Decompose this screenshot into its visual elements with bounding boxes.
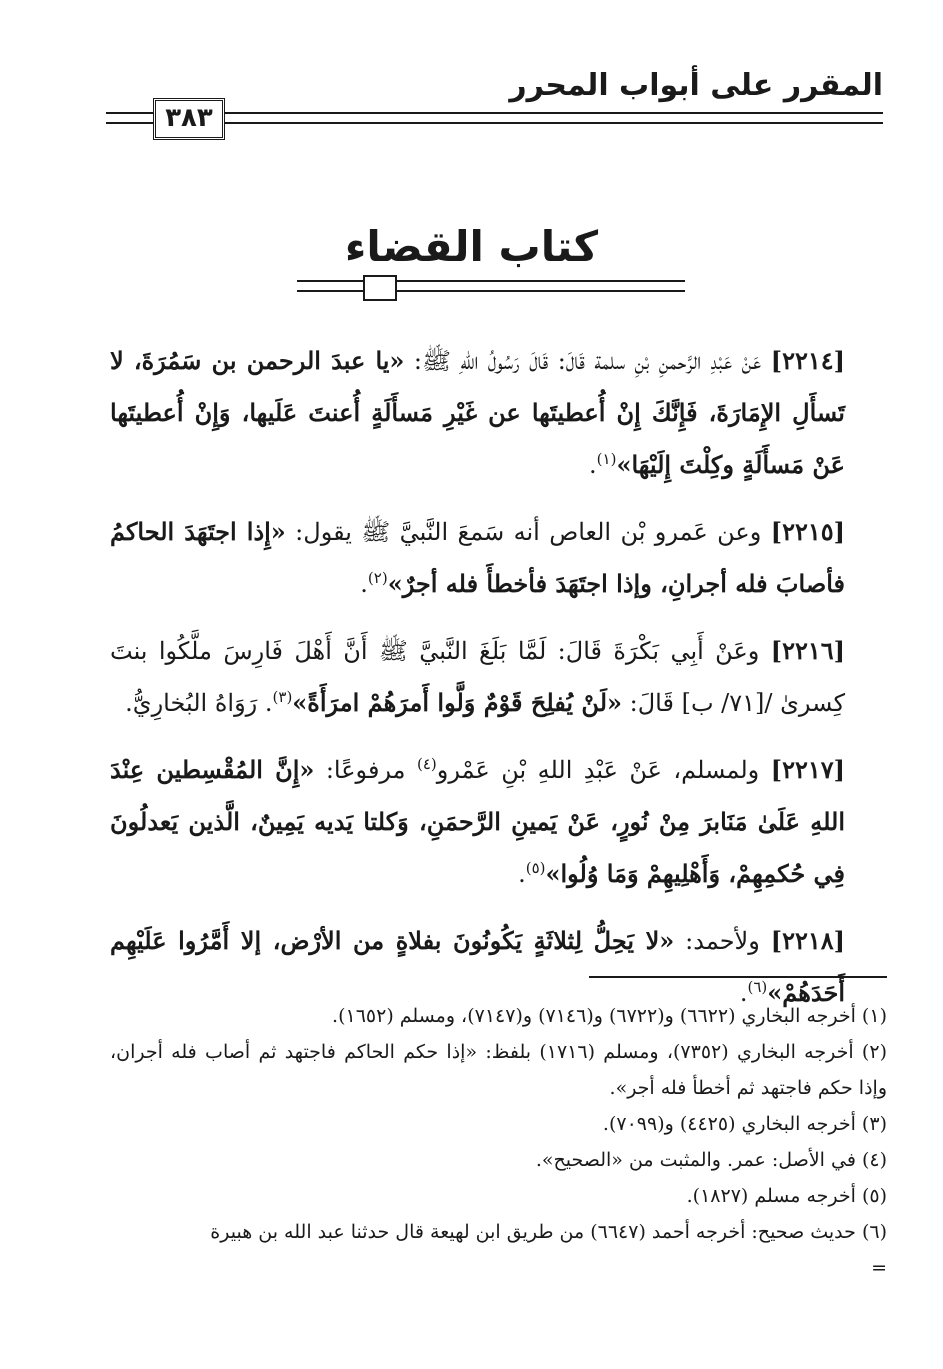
footnote-2: (٢) أخرجه البخاري (٧٣٥٢)، ومسلم (١٧١٦) بلفظ: «إذا حكم الحاكم فاجتهد ثم أصاب فله أجران، وإذا حكم فاجتهد ثم أخطأ فله أجر». [110,1041,887,1099]
hadith-number: [٢٢١٤] [770,346,845,375]
hadith-quote: «يا عبدَ الرحمن بن سَمُرَةَ، لا تَسأَلِ الإِمَارَةَ، فَإِنَّكَ إِنْ أُعطيتَها عن غَيْرِ مَسأَلَةٍ أُعنتَ عَلَيها، وَإِنْ أُعطيتَها عَنْ مَسأَلَةٍ وكِلْتَ إِلَيْهَا» [110,346,845,479]
hadith-quote: «إِنَّ المُقْسِطين عِنْدَ اللهِ عَلَىٰ مَنَابرَ مِنْ نُورٍ، عَنْ يَمينِ الرَّحمَنِ، وَكلتا يَديه يَمِينٌ، الَّذين يَعدلُونَ فِي حُكمِهِمْ، وَأَهْلِيهِمْ وَمَا وُلُوا» [110,755,845,888]
footnote-ref: (٤) [416,755,437,773]
hadith-end: . [739,979,748,1007]
ornament-rule-bottom [297,290,685,292]
footnote-3: (٣) أخرجه البخاري (٤٤٢٥) و(٧٠٩٩). [602,1113,887,1135]
hadith-end: . [518,860,526,888]
hadith-text: عَنْ عَبْدِ الرَّحمنِ بْنِ سلمة قَالَ: قَالَ رَسُولُ اللهِ ﷺ: [404,347,771,375]
ornament-box [363,275,397,301]
ornament-rule-top [297,280,685,282]
footnote-ref: (٦) [747,978,768,996]
hadith-end: . رَوَاهُ البُخارِيُّ. [125,689,273,717]
footnote-ref: (٥) [525,859,546,877]
hadith-quote: «لا يَحِلُّ لِثلاثَةٍ يَكُونُونَ بفلاةٍ من الأرْض، إلا أَمَّرُوا عَلَيْهِم أَحَدَهُمْ» [110,926,845,1007]
hadith-text: ولمسلم، عَنْ عَبْدِ اللهِ بْنِ عَمْرو [436,756,771,784]
footnotes [110,998,887,1286]
hadith-quote: «لَنْ يُفلِحَ قَوْمٌ وَلَّوا أَمرَهُمْ امرَأَةً» [292,688,623,717]
hadith-text: ولأحمد: [674,927,771,955]
footnote-4: (٤) في الأصل: عمر. والمثبت من «الصحيح». [535,1149,887,1171]
body-text [110,335,845,1034]
hadith-number: [٢٢١٦] [770,636,845,665]
hadith-text: وعن عَمرو بْن العاص أنه سَمعَ النَّبيَّ ﷺ يقول: [285,518,771,546]
running-title: المقرر على أبواب المحرر [509,68,883,103]
footnote-continuation-mark: = [871,1257,887,1279]
hadith-end: . [589,451,597,479]
chapter-title: كتاب القضاء [344,222,599,271]
footnote-ref: (٢) [367,569,388,587]
hadith-2216 [110,625,845,729]
footnote-1: (١) أخرجه البخاري (٦٦٢٢) و(٦٧٢٢) و(٧١٤٦) و(٧١٤٧)، ومسلم (١٦٥٢). [332,1005,887,1027]
hadith-text: وعَنْ أَبِي بَكْرَةَ قَالَ: لَمَّا بَلَغَ النَّبيَّ ﷺ أَنَّ أَهْلَ فَارِسَ ملَّكُوا بنتَ كِسرىٰ /[٧١/ ب] قَالَ: [110,637,845,717]
footnote-ref: (٣) [272,688,293,706]
footnote-ref: (١) [596,450,617,468]
hadith-2214 [110,335,845,491]
hadith-2215 [110,506,845,610]
footnote-6: (٦) حديث صحيح: أخرجه أحمد (٦٦٤٧) من طريق ابن لهيعة قال حدثنا عبد الله بن هبيرة [210,1221,887,1243]
hadith-number: [٢٢١٨] [770,926,845,955]
hadith-end: . [360,570,368,598]
hadith-2217 [110,744,845,900]
hadith-quote: «إِذا اجتَهَدَ الحاكمُ فأصابَ فله أجرانِ، وإذا اجتَهَدَ فأخطأَ فله أجرٌ» [110,517,845,598]
page-number: ٣٨٣ [153,98,225,140]
hadith-number: [٢٢١٥] [770,517,845,546]
hadith-text: مرفوعًا: [314,756,417,784]
hadith-number: [٢٢١٧] [770,755,845,784]
footnote-separator [589,976,887,978]
footnote-5: (٥) أخرجه مسلم (١٨٢٧). [686,1185,887,1207]
